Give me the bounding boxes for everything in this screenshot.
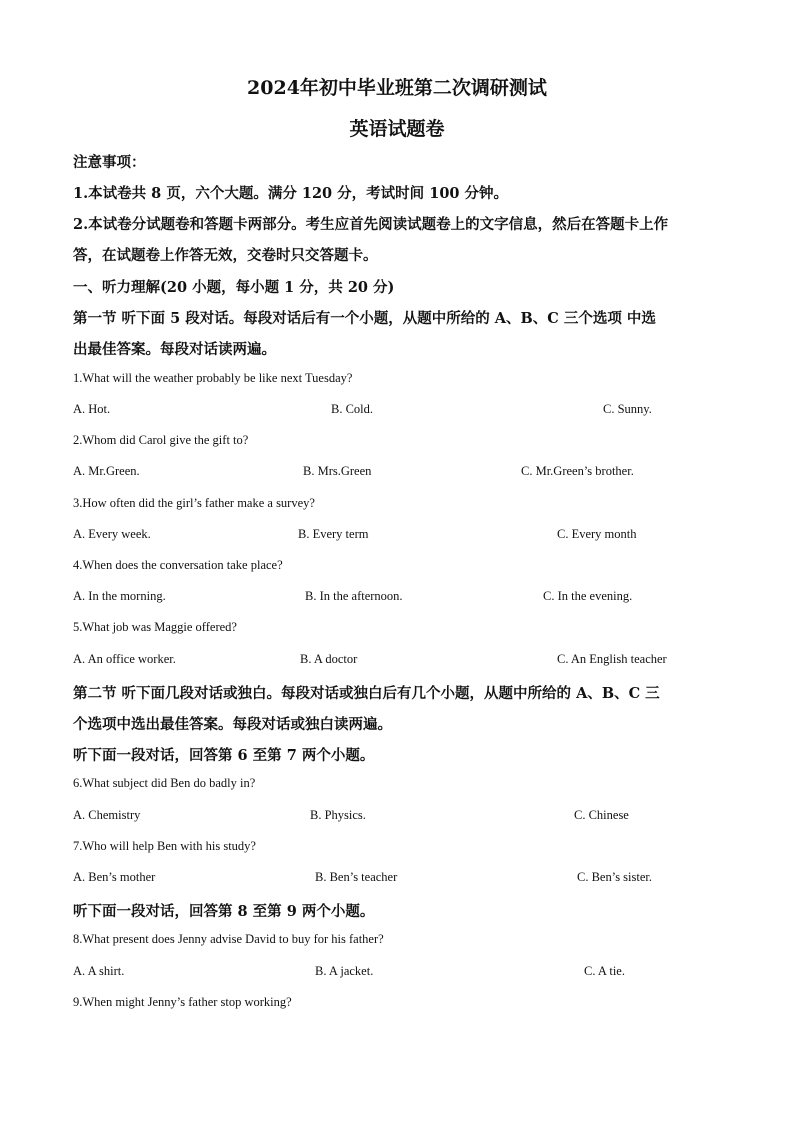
exam-subtitle: 英语试题卷: [349, 118, 445, 140]
exam-title: 2024年初中毕业班第二次调研测试: [247, 77, 547, 99]
question-3: 3.How often did the girl’s father make a survey?: [73, 496, 315, 510]
question-1-option-b: B. Cold.: [331, 402, 374, 416]
question-4-option-c: C. In the evening.: [543, 589, 633, 603]
part2-instruction-line-2: 个选项中选出最佳答案。每段对话或独白读两遍。: [73, 716, 392, 733]
question-7: 7.Who will help Ben with his study?: [73, 839, 256, 853]
notes-item-2-line-1: 2.本试卷分试题卷和答题卡两部分。考生应首先阅读试题卷上的文字信息，然后在答题卡上作: [73, 216, 669, 233]
question-8-option-a: A. A shirt.: [73, 964, 125, 978]
question-9: 9.When might Jenny’s father stop working?: [73, 995, 292, 1009]
question-2: 2.Whom did Carol give the gift to?: [73, 433, 249, 447]
part1-instruction-line-2: 出最佳答案。每段对话读两遍。: [73, 341, 276, 358]
question-1-option-c: C. Sunny.: [603, 402, 652, 416]
question-6-option-a: A. Chemistry: [73, 808, 141, 822]
question-2-option-a: A. Mr.Green.: [73, 464, 140, 478]
question-3-option-a: A. Every week.: [73, 527, 151, 541]
question-7-option-c: C. Ben’s sister.: [577, 870, 653, 884]
question-2-option-b: B. Mrs.Green: [303, 464, 372, 478]
section-heading-listening: 一、听力理解(20 小题，每小题 1 分，共 20 分): [73, 279, 395, 296]
question-1-option-a: A. Hot.: [73, 402, 111, 416]
question-3-option-c: C. Every month: [557, 527, 637, 541]
group-instruction-8-9: 听下面一段对话，回答第 8 至第 9 两个小题。: [73, 903, 375, 920]
part2-instruction-line-1: 第二节 听下面几段对话或独白。每段对话或独白后有几个小题，从题中所给的 A、B、C 三: [73, 685, 660, 702]
question-6-option-c: C. Chinese: [574, 808, 629, 822]
notes-item-2-line-2: 答，在试题卷上作答无效，交卷时只交答题卡。: [73, 247, 378, 264]
part1-instruction-line-1: 第一节 听下面 5 段对话。每段对话后有一个小题，从题中所给的 A、B、C 三个选项 中选: [73, 310, 656, 327]
question-6-option-b: B. Physics.: [310, 808, 366, 822]
question-7-option-a: A. Ben’s mother: [73, 870, 156, 884]
question-8-option-b: B. A jacket.: [315, 964, 374, 978]
notes-heading: 注意事项：: [73, 154, 146, 171]
question-7-option-b: B. Ben’s teacher: [315, 870, 398, 884]
group-instruction-6-7: 听下面一段对话，回答第 6 至第 7 两个小题。: [73, 747, 375, 764]
question-1: 1.What will the weather probably be like next Tuesday?: [73, 371, 353, 385]
question-3-option-b: B. Every term: [298, 527, 369, 541]
question-5-option-c: C. An English teacher: [557, 652, 667, 666]
question-8-option-c: C. A tie.: [584, 964, 625, 978]
question-6: 6.What subject did Ben do badly in?: [73, 776, 256, 790]
question-4: 4.When does the conversation take place?: [73, 558, 283, 572]
notes-item-1: 1.本试卷共 8 页，六个大题。满分 120 分，考试时间 100 分钟。: [73, 185, 509, 202]
question-5-option-a: A. An office worker.: [73, 652, 176, 666]
question-5: 5.What job was Maggie offered?: [73, 620, 237, 634]
question-4-option-a: A. In the morning.: [73, 589, 166, 603]
question-4-option-b: B. In the afternoon.: [305, 589, 403, 603]
question-5-option-b: B. A doctor: [300, 652, 358, 666]
question-2-option-c: C. Mr.Green’s brother.: [521, 464, 634, 478]
question-8: 8.What present does Jenny advise David to buy for his father?: [73, 932, 384, 946]
